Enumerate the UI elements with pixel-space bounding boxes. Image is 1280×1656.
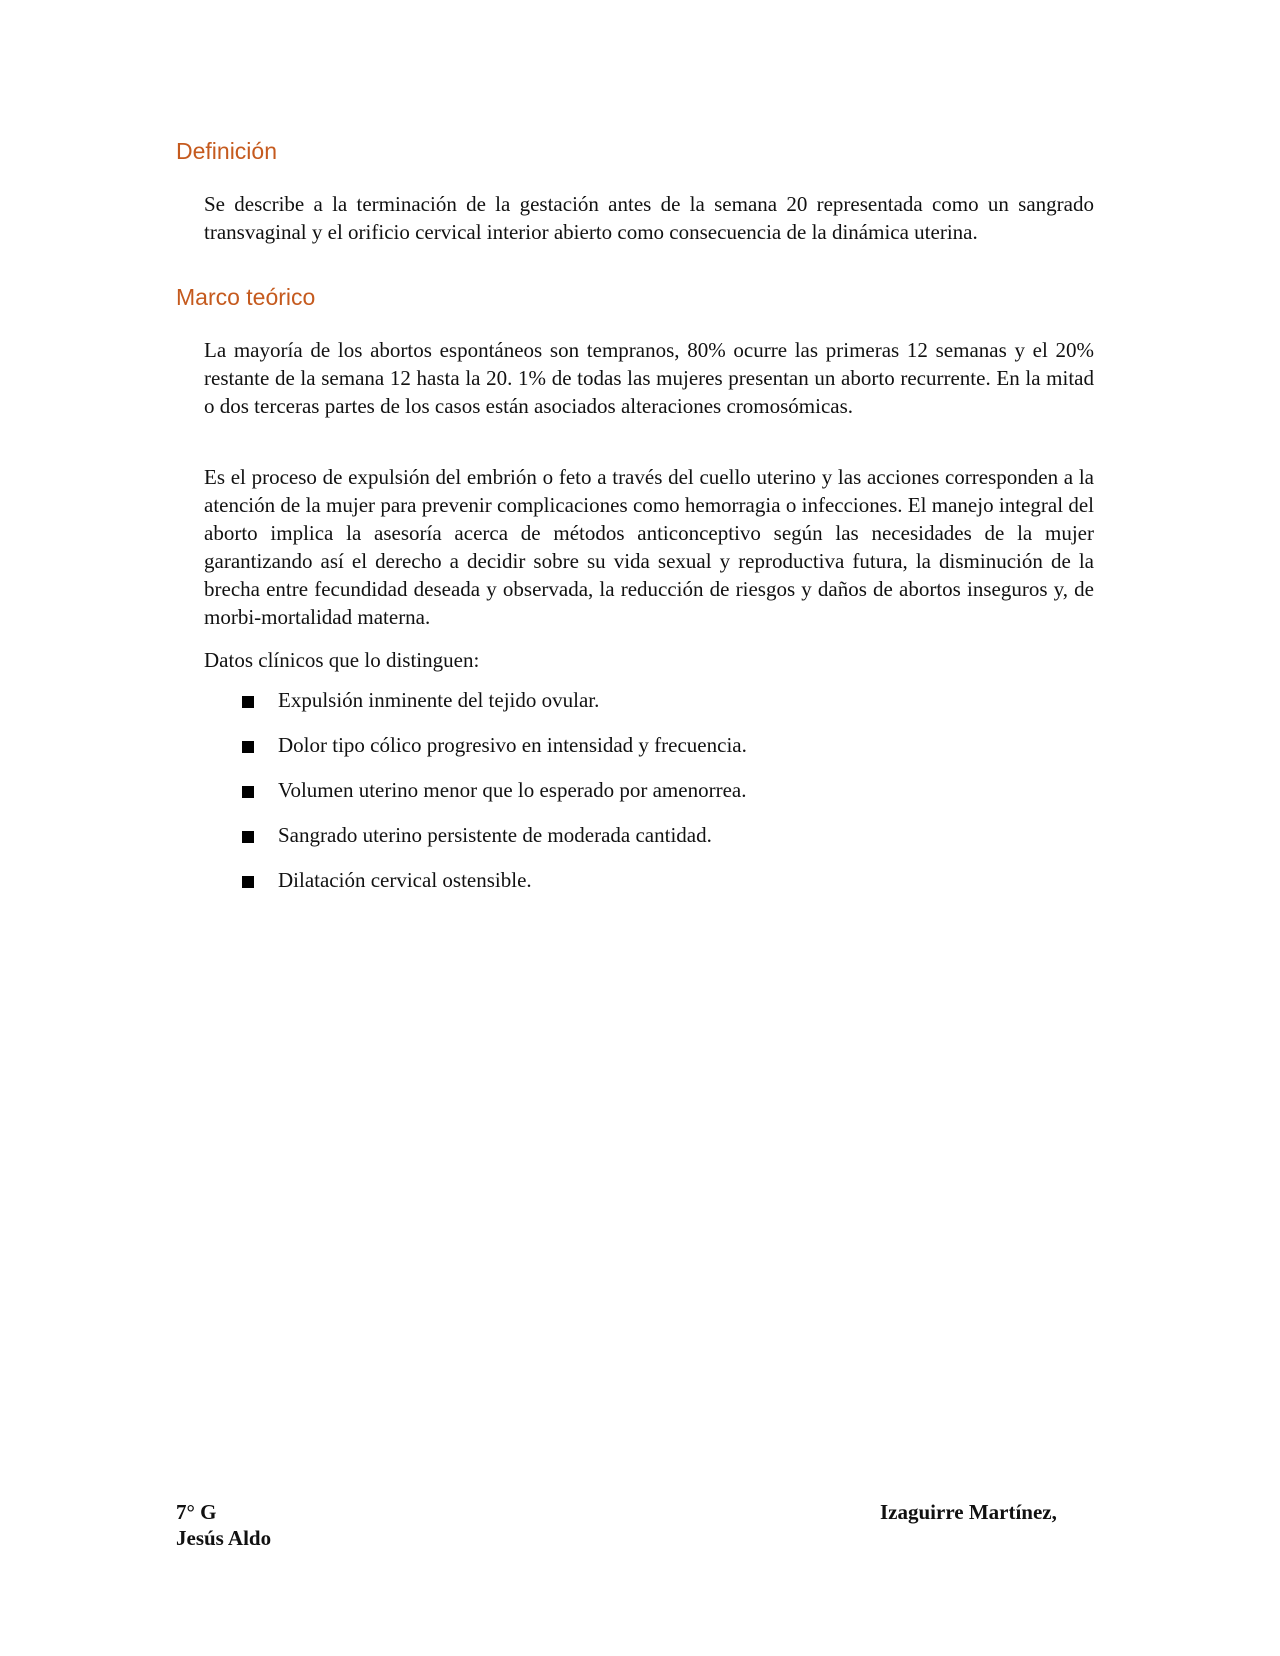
square-bullet-icon xyxy=(242,876,254,888)
footer-author-last: Izaguirre Martínez, xyxy=(880,1500,1057,1524)
list-item xyxy=(242,688,747,733)
footer-group: 7° G xyxy=(176,1500,217,1524)
list-item-text: Dolor tipo cólico progresivo en intensidad y frecuencia. xyxy=(278,733,747,757)
list-item xyxy=(242,868,747,913)
list-item xyxy=(242,733,747,778)
square-bullet-icon xyxy=(242,696,254,708)
marco-paragraph-1: La mayoría de los abortos espontáneos son tempranos, 80% ocurre las primeras 12 semanas y el 20% restante de la semana 12 hasta la 20. 1% de todas las mujeres presentan un aborto recurrente. En la mitad o dos terceras partes de los casos están asociados alteraciones cromosómicas. xyxy=(204,338,1094,418)
definicion-paragraph: Se describe a la terminación de la gestación antes de la semana 20 representada como un sangrado transvaginal y el orificio cervical interior abierto como consecuencia de la dinámica uterina. xyxy=(204,192,1094,244)
list-item-text: Volumen uterino menor que lo esperado por amenorrea. xyxy=(278,778,747,802)
list-item-text: Dilatación cervical ostensible. xyxy=(278,868,532,892)
square-bullet-icon xyxy=(242,741,254,753)
marco-paragraph-3: Datos clínicos que lo distinguen: xyxy=(204,648,480,672)
list-item xyxy=(242,823,747,868)
square-bullet-icon xyxy=(242,831,254,843)
clinical-data-list xyxy=(242,688,747,913)
heading-definicion: Definición xyxy=(176,138,277,164)
list-item xyxy=(242,778,747,823)
marco-paragraph-2: Es el proceso de expulsión del embrión o feto a través del cuello uterino y las acciones corresponden a la atención de la mujer para prevenir complicaciones como hemorragia o infecciones. El manejo integral del aborto implica la asesoría acerca de métodos anticonceptivo según las necesidades de la mujer garantizando así el derecho a decidir sobre su vida sexual y reproductiva futura, la disminución de la brecha entre fecundidad deseada y observada, la reducción de riesgos y daños de abortos inseguros y, de morbi-mortalidad materna. xyxy=(204,465,1094,629)
footer-author-first: Jesús Aldo xyxy=(176,1526,272,1550)
heading-marco-teorico: Marco teórico xyxy=(176,284,316,310)
list-item-text: Sangrado uterino persistente de moderada cantidad. xyxy=(278,823,712,847)
list-item-text: Expulsión inminente del tejido ovular. xyxy=(278,688,600,712)
square-bullet-icon xyxy=(242,786,254,798)
